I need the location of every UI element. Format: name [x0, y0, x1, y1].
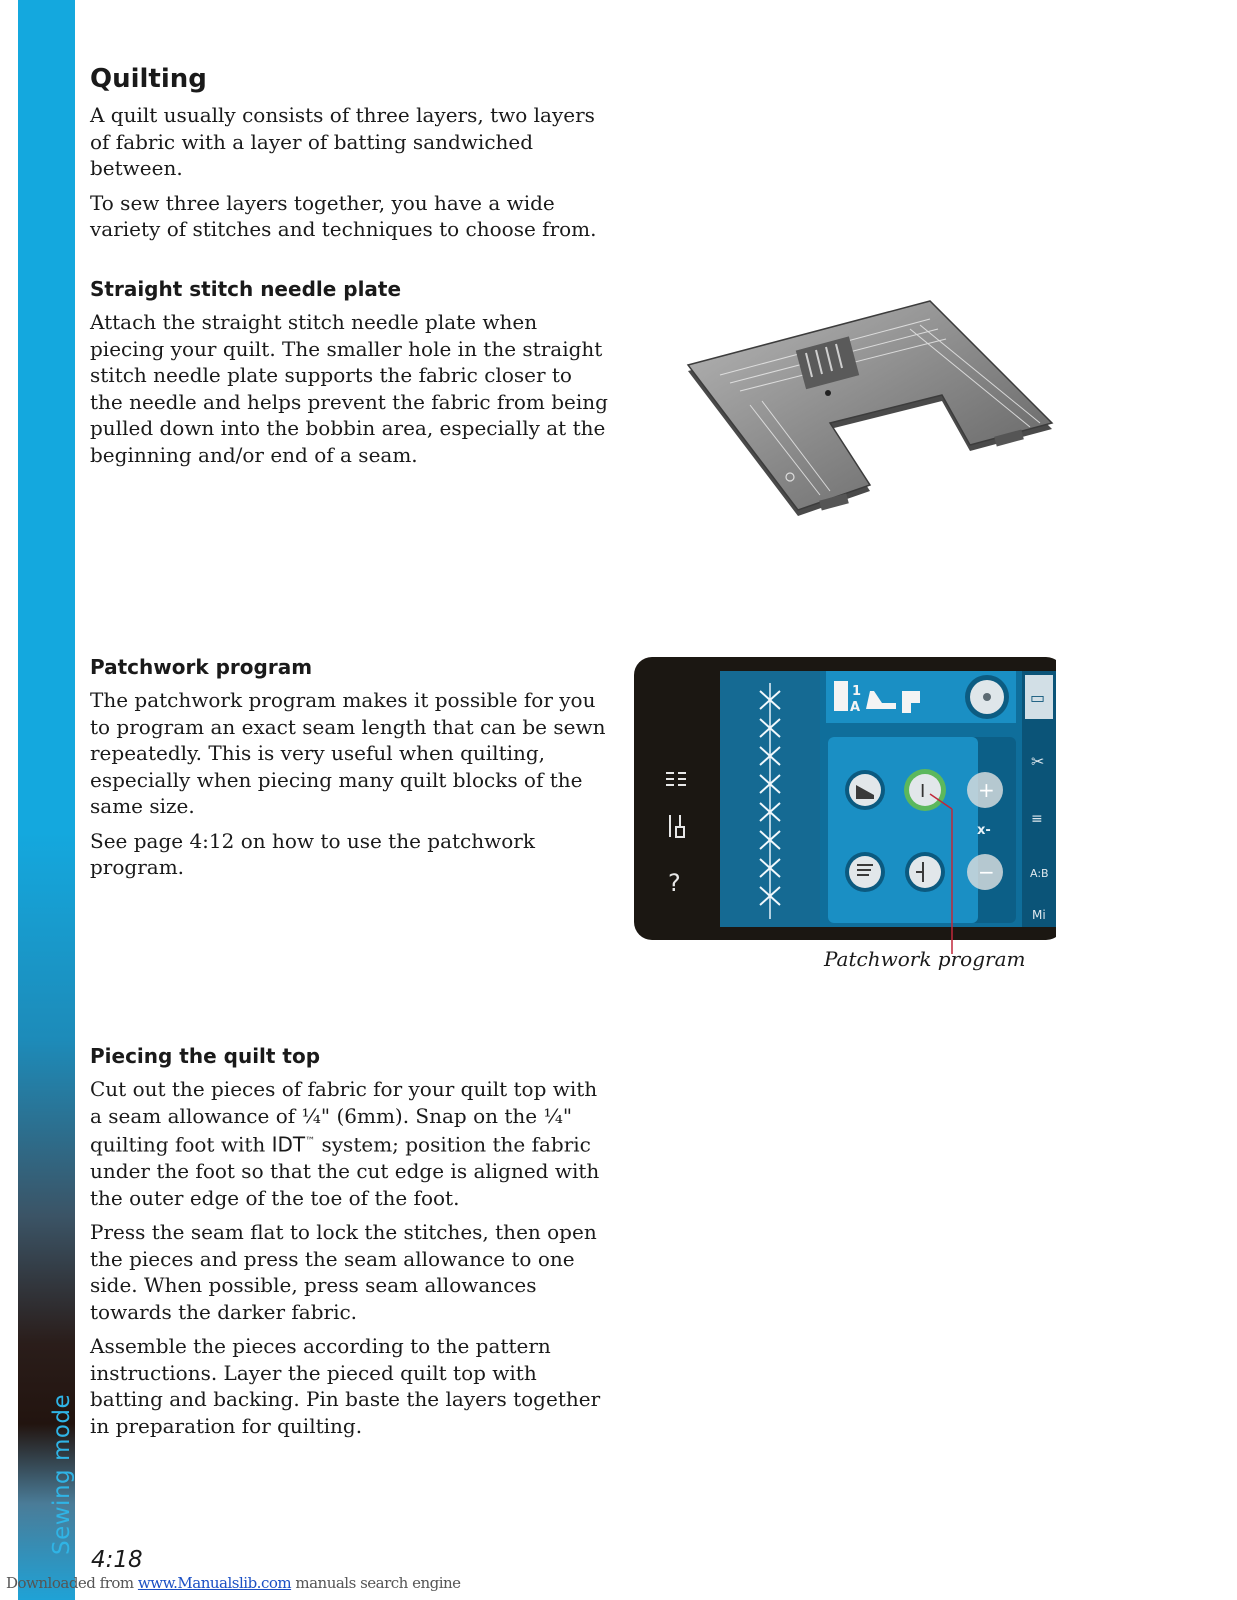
- piecing-heading: Piecing the quilt top: [90, 1044, 321, 1068]
- svg-text:+: +: [978, 778, 995, 802]
- page-number: 4:18: [91, 1547, 143, 1573]
- svg-text:I: I: [920, 781, 926, 802]
- straight-stitch-heading: Straight stitch needle plate: [90, 277, 402, 301]
- patchwork-heading: Patchwork program: [90, 655, 313, 679]
- x-minus-label: x-: [977, 823, 991, 838]
- svg-text:Mi: Mi: [1032, 908, 1046, 922]
- download-footer: [6, 1574, 461, 1592]
- quilting-paragraph-1: A quilt usually consists of three layers, two layers of fabric with a layer of batting sandwiched between.: [90, 103, 595, 180]
- sidebar-band: [18, 0, 75, 1600]
- svg-text:1: 1: [852, 684, 862, 699]
- manualslib-link[interactable]: www.Manualslib.com: [137, 1574, 292, 1592]
- straight-stitch-paragraph: Attach the straight stitch needle plate when piecing your quilt. The smaller hole in the straight stitch needle plate supports the fabric closer to the needle and helps prevent the fabric from being pulled down into the bobbin area, especially at the beginning and/or end of a seam.: [90, 310, 608, 467]
- sidebar-label: Sewing mode: [49, 1393, 75, 1555]
- help-icon: ?: [668, 869, 681, 897]
- machine-screen-illustration: [634, 657, 1056, 940]
- svg-text:−: −: [978, 860, 995, 884]
- needle-plate-illustration: [680, 295, 1060, 520]
- piecing-paragraph-1: [90, 1076, 610, 1211]
- piecing-paragraph-2: Press the seam flat to lock the stitches, then open the pieces and press the seam allowance to one side. When possible, press seam allowances towards the darker fabric.: [90, 1220, 597, 1324]
- svg-text:A: A: [850, 700, 861, 715]
- svg-text:✂: ✂: [1031, 752, 1045, 771]
- trademark-mark: ™: [305, 1136, 316, 1147]
- quilting-heading: Quilting: [90, 64, 207, 94]
- patchwork-section: [90, 687, 610, 889]
- patchwork-caption: Patchwork program: [824, 947, 1026, 971]
- piecing-paragraph-1-end: system; position the fabric under the foot so that the cut edge is aligned with the outer edge of the toe of the foot.: [90, 1132, 600, 1210]
- idt-mark: IDT: [271, 1132, 306, 1157]
- svg-text:▭: ▭: [1030, 688, 1046, 707]
- svg-text:≡: ≡: [1031, 811, 1043, 827]
- footer-suffix: manuals search engine: [291, 1574, 461, 1592]
- quilting-section: [90, 102, 610, 251]
- piecing-paragraph-3: Assemble the pieces according to the pattern instructions. Layer the pieced quilt top with batting and backing. Pin baste the layers together in preparation for quilting.: [90, 1334, 601, 1438]
- patchwork-paragraph-1: The patchwork program makes it possible for you to program an exact seam length that can be sewn repeatedly. This is very useful when quilting, especially when piecing many quilt blocks of the same size.: [90, 688, 606, 818]
- piecing-section: [90, 1076, 610, 1447]
- piecing-paragraph-1-start: Cut out the pieces of fabric for your quilt top with a seam allowance of ¼" (6mm). Snap on the ¼" quilting foot with: [90, 1077, 598, 1157]
- svg-text:A:B: A:B: [1030, 867, 1049, 880]
- straight-stitch-section: [90, 309, 610, 476]
- footer-prefix: Downloaded from: [6, 1574, 138, 1592]
- patchwork-paragraph-2: See page 4:12 on how to use the patchwork program.: [90, 828, 535, 879]
- mirror-icon: [909, 856, 941, 888]
- stitch-density-icon: [849, 856, 881, 888]
- quilting-paragraph-2: To sew three layers together, you have a wide variety of stitches and techniques to choose from.: [90, 190, 597, 241]
